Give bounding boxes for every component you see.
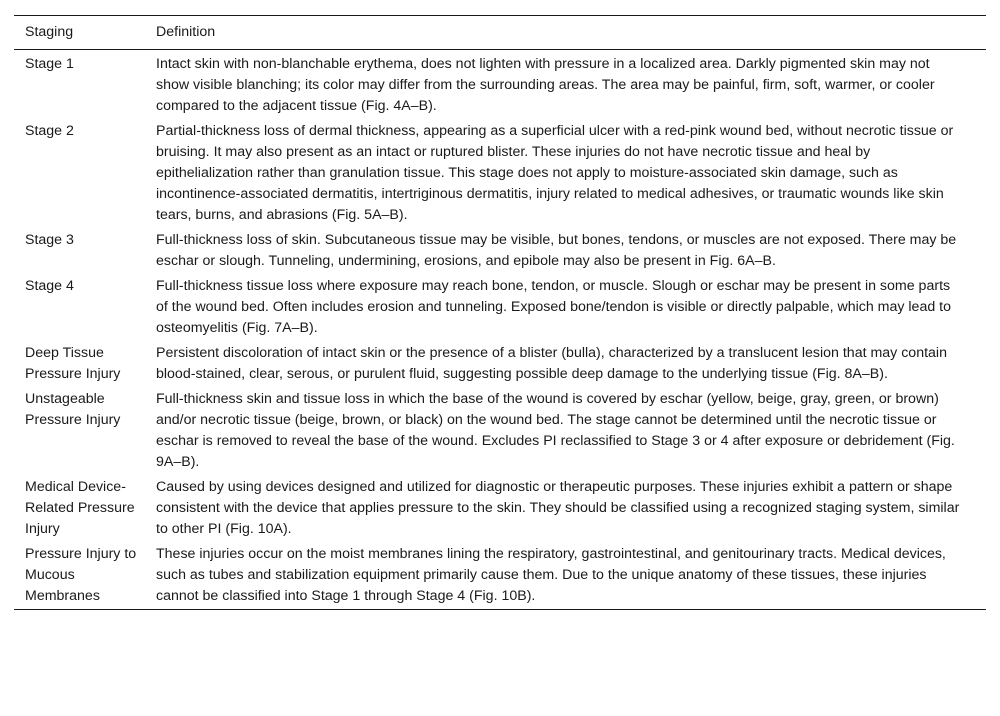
table-row <box>14 475 986 542</box>
definition-cell: Partial-thickness loss of dermal thickness, appearing as a superficial ulcer with a red-pink wound bed, without necrotic tissue or bruising. It may also present as an intact or ruptured blister. These injuries do not have necrotic tissue and heal by epithelialization rather than granulation tissue. This stage does not apply to moisture-associated skin damage, such as incontinence-associated dermatitis, intertriginous dermatitis, injury related to medical adhesives, or traumatic wounds like skin tears, burns, and abrasions (Fig. 5A–B). <box>156 123 954 223</box>
stage-cell: Deep Tissue Pressure Injury <box>25 345 121 382</box>
table-row <box>14 542 986 610</box>
table-row <box>14 119 986 228</box>
table-body <box>14 50 986 610</box>
stage-cell: Medical Device-Related Pressure Injury <box>25 479 135 537</box>
table-row <box>14 341 986 387</box>
definition-cell: Full-thickness skin and tissue loss in which the base of the wound is covered by eschar (yellow, beige, gray, green, or brown) and/or necrotic tissue (beige, brown, or black) on the wound bed. The stage cannot be determined until the necrotic tissue or eschar is removed to reveal the base of the wound. Excludes PI reclassified to Stage 3 or 4 after exposure or debridement (Fig. 9A–B). <box>156 391 955 470</box>
stage-cell: Stage 2 <box>25 123 74 139</box>
header-definition: Definition <box>156 24 216 40</box>
header-staging: Staging <box>25 24 74 40</box>
definition-cell: Intact skin with non-blanchable erythema, does not lighten with pressure in a localized area. Darkly pigmented skin may not show visible blanching; its color may differ from the surrounding areas. The area may be painful, firm, soft, warmer, or cooler compared to the adjacent tissue (Fig. 4A–B). <box>156 56 935 114</box>
stage-cell: Stage 1 <box>25 56 74 72</box>
definition-cell: Full-thickness tissue loss where exposure may reach bone, tendon, or muscle. Slough or eschar may be present in some parts of the wound bed. Often includes erosion and tunneling. Exposed bone/tendon is visible or directly palpable, which may lead to osteomyelitis (Fig. 7A–B). <box>156 278 952 336</box>
table-row <box>14 228 986 274</box>
table-header <box>14 16 986 50</box>
stage-cell: Pressure Injury to Mucous Membranes <box>25 546 137 604</box>
table-row <box>14 274 986 341</box>
definition-cell: Full-thickness loss of skin. Subcutaneous tissue may be visible, but bones, tendons, or muscles are not exposed. There may be eschar or slough. Tunneling, undermining, erosions, and epibole may also be present in Fig. 6A–B. <box>156 232 957 269</box>
definition-cell: These injuries occur on the moist membranes lining the respiratory, gastrointestinal, and genitourinary tracts. Medical devices, such as tubes and stabilization equipment primarily cause them. Due to the unique anatomy of these tissues, these injuries cannot be classified into Stage 1 through Stage 4 (Fig. 10B). <box>156 546 946 604</box>
definition-cell: Caused by using devices designed and utilized for diagnostic or therapeutic purposes. These injuries exhibit a pattern or shape consistent with the device that applies pressure to the skin. They should be classified using a recognized staging system, similar to other PI (Fig. 10A). <box>156 479 960 537</box>
stage-cell: Stage 3 <box>25 232 74 248</box>
table-row <box>14 387 986 475</box>
pressure-injury-staging-table <box>14 15 986 610</box>
table-row <box>14 50 986 120</box>
stage-cell: Stage 4 <box>25 278 74 294</box>
definition-cell: Persistent discoloration of intact skin or the presence of a blister (bulla), characterized by a translucent lesion that may contain blood-stained, clear, serous, or purulent fluid, suggesting possible deep damage to the underlying tissue (Fig. 8A–B). <box>156 345 947 382</box>
staging-table-container <box>14 15 986 610</box>
header-row <box>14 16 986 50</box>
stage-cell: Unstageable Pressure Injury <box>25 391 121 428</box>
